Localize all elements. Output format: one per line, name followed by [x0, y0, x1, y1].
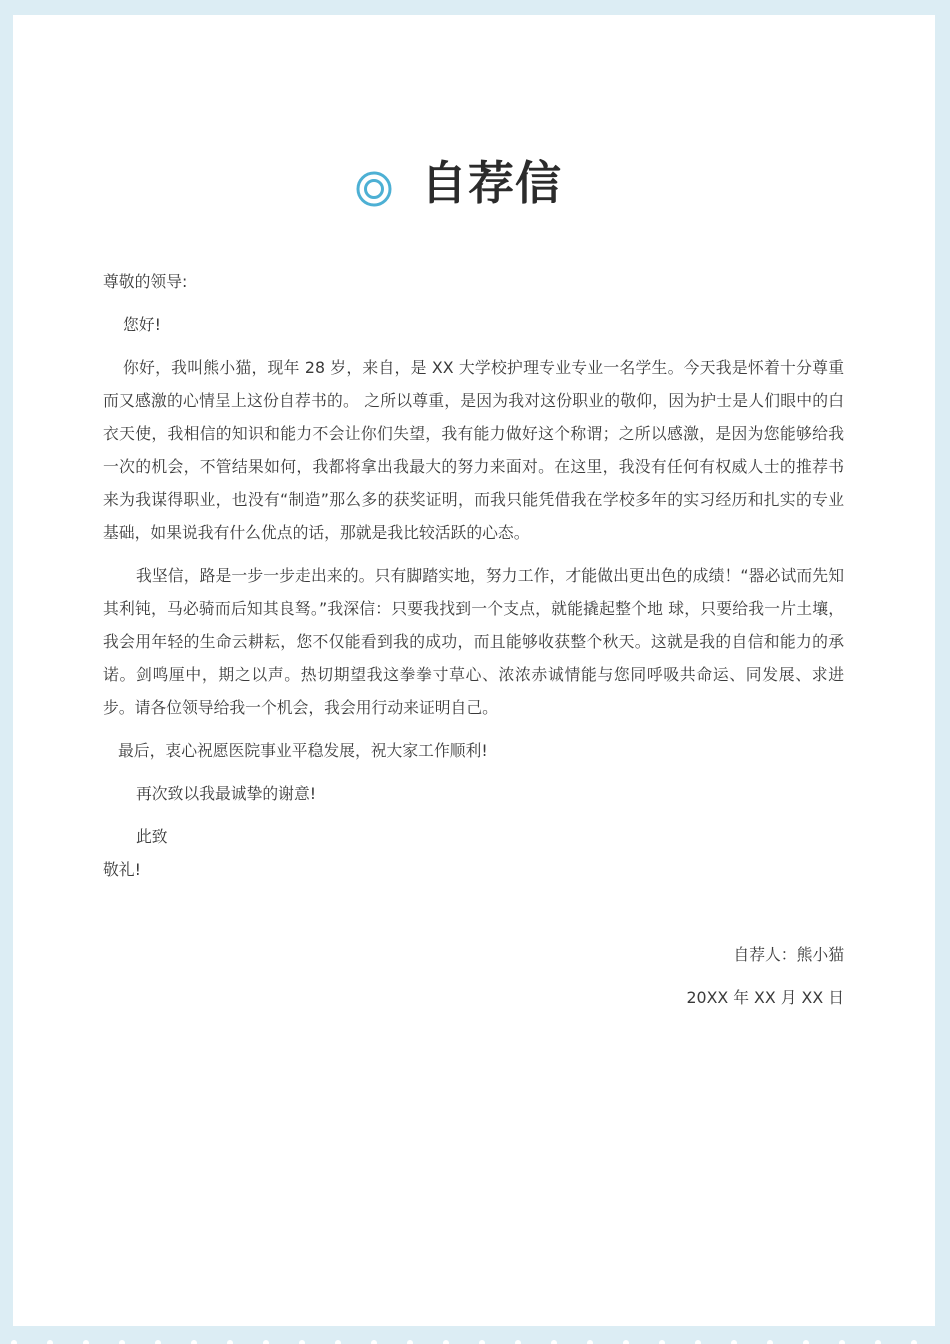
bottom-decoration: [0, 1326, 950, 1344]
closing-wishes: 最后，衷心祝愿医院事业平稳发展，祝大家工作顺利!: [118, 741, 488, 760]
signature-name: 自荐人：熊小猫: [733, 945, 844, 964]
closing-cizhi: 此致: [136, 827, 168, 846]
signature-block: [686, 938, 844, 1014]
paragraph-1: 你好，我叫熊小猫，现年 28 岁，来自，是 XX 大学校护理专业专业一名学生。今天我是怀着十分尊重而又感激的心情呈上这份自荐书的。 之所以尊重，是因为我对这份职业的敬仰，因为护士是人们眼中的白衣天使，我相信的知识和能力不会让你们失望，我有能力做好这个称谓；之所以感激，是因为您能够给我一次的机会，不管结果如何，我都将拿出我最大的努力来面对。在这里，我没有任何有权威人士的推荐书来为我谋得职业，也没有“制造”那么多的获奖证明，而我只能凭借我在学校多年的实习经历和扎实的专业基础，如果说我有什么优点的话，那就是我比较活跃的心态。: [103, 358, 844, 542]
page-title: 自荐信: [421, 156, 562, 210]
letter-page: [13, 15, 935, 1326]
closing-thanks: 再次致以我最诚挚的谢意!: [136, 784, 317, 803]
dot-pattern-decoration: [0, 1326, 950, 1344]
letter-body: [103, 265, 844, 886]
target-circle-icon: [355, 170, 393, 208]
salutation: 尊敬的领导:: [103, 272, 188, 291]
paragraph-2: 我坚信，路是一步一步走出来的。只有脚踏实地，努力工作，才能做出更出色的成绩！“器必试而先知其利钝，马必骑而后知其良驽。”我深信：只要我找到一个支点，就能撬起整个地 球，只要给我一片土壤，我会用年轻的生命云耕耘，您不仅能看到我的成功，而且能够收获整个秋天。这就是我的自信和能力的承诺。剑鸣厘中，期之以声。热切期望我这拳拳寸草心、浓浓赤诚情能与您同呼吸共命运、同发展、求进步。请各位领导给我一个机会，我会用行动来证明自己。: [103, 566, 844, 717]
title-row: [13, 150, 935, 220]
closing-jingli: 敬礼!: [103, 860, 141, 879]
greeting: 您好!: [123, 315, 161, 334]
signature-date: 20XX 年 XX 月 XX 日: [686, 988, 844, 1007]
